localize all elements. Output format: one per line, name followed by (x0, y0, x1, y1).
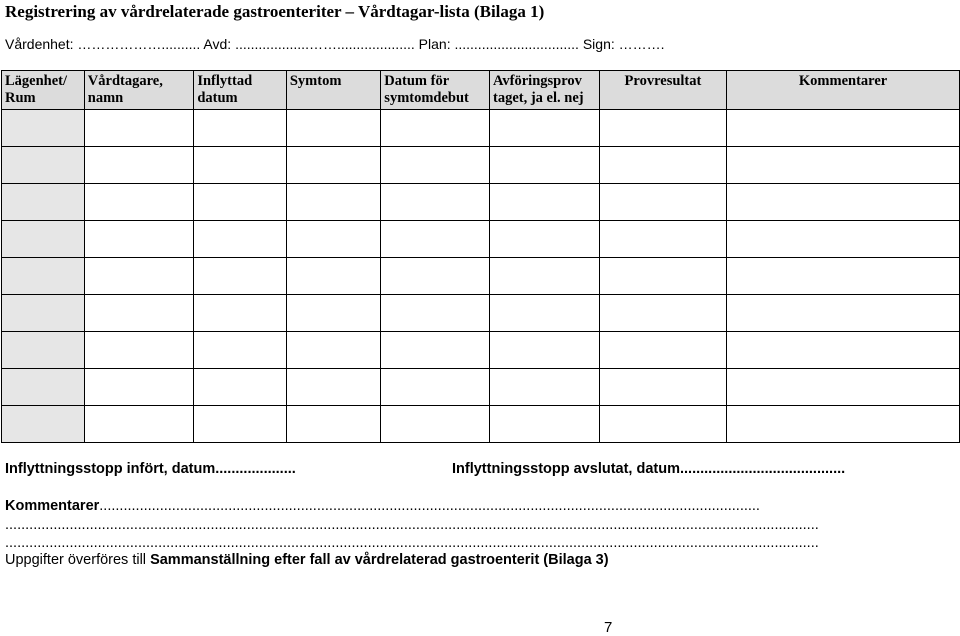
table-cell[interactable] (727, 184, 960, 221)
table-cell[interactable] (84, 369, 194, 406)
comments-line (5, 498, 760, 514)
table-cell[interactable] (727, 406, 960, 443)
stop-ended-line: Inflyttningsstopp avslutat, datum......................................... (452, 461, 846, 477)
table-cell[interactable] (2, 295, 85, 332)
table-cell[interactable] (599, 147, 726, 184)
table-cell[interactable] (727, 295, 960, 332)
table-cell[interactable] (84, 147, 194, 184)
table-cell[interactable] (727, 369, 960, 406)
plan-value: ................................ (454, 36, 579, 52)
table-cell[interactable] (194, 184, 287, 221)
table-cell[interactable] (194, 332, 287, 369)
table-cell[interactable] (2, 406, 85, 443)
dotted-line-1: .......................................................................................................................................................................................................... (5, 517, 819, 533)
table-cell[interactable] (599, 369, 726, 406)
table-row (2, 406, 960, 443)
table-cell[interactable] (84, 110, 194, 147)
table-cell[interactable] (2, 147, 85, 184)
dotted-line-2: .......................................................................................................................................................................................................... (5, 535, 819, 551)
table-cell[interactable] (194, 258, 287, 295)
transfer-reference: Sammanställning efter fall av vårdrelaterad gastroenterit (Bilaga 3) (150, 552, 609, 568)
table-cell[interactable] (286, 332, 380, 369)
table-cell[interactable] (286, 369, 380, 406)
table-cell[interactable] (194, 221, 287, 258)
table-cell[interactable] (727, 110, 960, 147)
table-cell[interactable] (84, 406, 194, 443)
col-header-comments: Kommentarer (727, 71, 960, 110)
table-row (2, 110, 960, 147)
table-cell[interactable] (381, 110, 490, 147)
col-header-test-result: Provresultat (599, 71, 726, 110)
table-row (2, 369, 960, 406)
table-cell[interactable] (599, 184, 726, 221)
table-cell[interactable] (194, 147, 287, 184)
table-body (2, 110, 960, 443)
table-cell[interactable] (2, 184, 85, 221)
table-cell[interactable] (2, 221, 85, 258)
table-cell[interactable] (194, 406, 287, 443)
table-cell[interactable] (490, 258, 600, 295)
table-cell[interactable] (381, 147, 490, 184)
table-cell[interactable] (84, 258, 194, 295)
table-cell[interactable] (194, 295, 287, 332)
sign-label: Sign (582, 36, 611, 52)
table-cell[interactable] (599, 406, 726, 443)
unit-info-line: Vårdenhet: ……………….......... Avd: ...................…….................... Plan: ................................ Sign: ………. (5, 36, 665, 52)
table-cell[interactable] (381, 406, 490, 443)
col-header-room: Lägenhet/ Rum (2, 71, 85, 110)
table-cell[interactable] (381, 369, 490, 406)
unit-value: ……………….......... (77, 36, 204, 52)
transfer-note (5, 552, 609, 568)
table-cell[interactable] (2, 332, 85, 369)
register-table (1, 70, 960, 443)
table-cell[interactable] (490, 369, 600, 406)
comments-dots: .................................................................................................................................................................... (99, 498, 760, 514)
table-cell[interactable] (599, 221, 726, 258)
table-row (2, 147, 960, 184)
col-header-symptom: Symtom (286, 71, 380, 110)
table-cell[interactable] (727, 332, 960, 369)
table-cell[interactable] (490, 221, 600, 258)
table-row (2, 295, 960, 332)
comments-label: Kommentarer (5, 498, 100, 514)
table-cell[interactable] (381, 258, 490, 295)
table-cell[interactable] (381, 221, 490, 258)
col-header-onset-date: Datum för symtomdebut (381, 71, 490, 110)
table-cell[interactable] (2, 369, 85, 406)
stop-started-line: Inflyttningsstopp infört, datum.................... (5, 461, 296, 477)
table-row (2, 258, 960, 295)
table-cell[interactable] (286, 184, 380, 221)
table-cell[interactable] (599, 295, 726, 332)
table-cell[interactable] (286, 295, 380, 332)
table-cell[interactable] (286, 147, 380, 184)
table-cell[interactable] (727, 221, 960, 258)
table-header-row (2, 71, 960, 110)
dept-label: Avd (203, 36, 228, 52)
table-cell[interactable] (727, 147, 960, 184)
table-cell[interactable] (381, 295, 490, 332)
table-cell[interactable] (490, 184, 600, 221)
col-header-moved-in: Inflyttad datum (194, 71, 287, 110)
table-cell[interactable] (490, 332, 600, 369)
table-cell[interactable] (2, 110, 85, 147)
table-cell[interactable] (84, 221, 194, 258)
col-header-name: Vårdtagare, namn (84, 71, 194, 110)
table-row (2, 221, 960, 258)
table-cell[interactable] (84, 184, 194, 221)
table-cell[interactable] (381, 332, 490, 369)
table-cell[interactable] (490, 110, 600, 147)
table-cell[interactable] (84, 332, 194, 369)
unit-label: Vårdenhet (5, 36, 70, 52)
table-cell[interactable] (194, 369, 287, 406)
plan-label: Plan (418, 36, 447, 52)
table-cell[interactable] (599, 332, 726, 369)
table-row (2, 184, 960, 221)
table-cell[interactable] (286, 221, 380, 258)
dept-value: ...................…….................... (235, 36, 415, 52)
table-cell[interactable] (490, 147, 600, 184)
table-cell[interactable] (286, 258, 380, 295)
col-header-stool-sample: Avföringsprov taget, ja el. nej (490, 71, 600, 110)
transfer-prefix: Uppgifter överföres till (5, 552, 151, 568)
table-cell[interactable] (599, 110, 726, 147)
table-cell[interactable] (381, 184, 490, 221)
table-cell[interactable] (2, 258, 85, 295)
table-cell[interactable] (490, 295, 600, 332)
table-cell[interactable] (286, 406, 380, 443)
table-cell[interactable] (84, 295, 194, 332)
sign-value: ………. (618, 36, 665, 52)
table-cell[interactable] (286, 110, 380, 147)
table-cell[interactable] (727, 258, 960, 295)
page-number: 7 (604, 619, 613, 636)
table-cell[interactable] (599, 258, 726, 295)
table-cell[interactable] (490, 406, 600, 443)
document-title: Registrering av vårdrelaterade gastroenteriter – Vårdtagar-lista (Bilaga 1) (5, 2, 545, 21)
table-cell[interactable] (194, 110, 287, 147)
table-row (2, 332, 960, 369)
